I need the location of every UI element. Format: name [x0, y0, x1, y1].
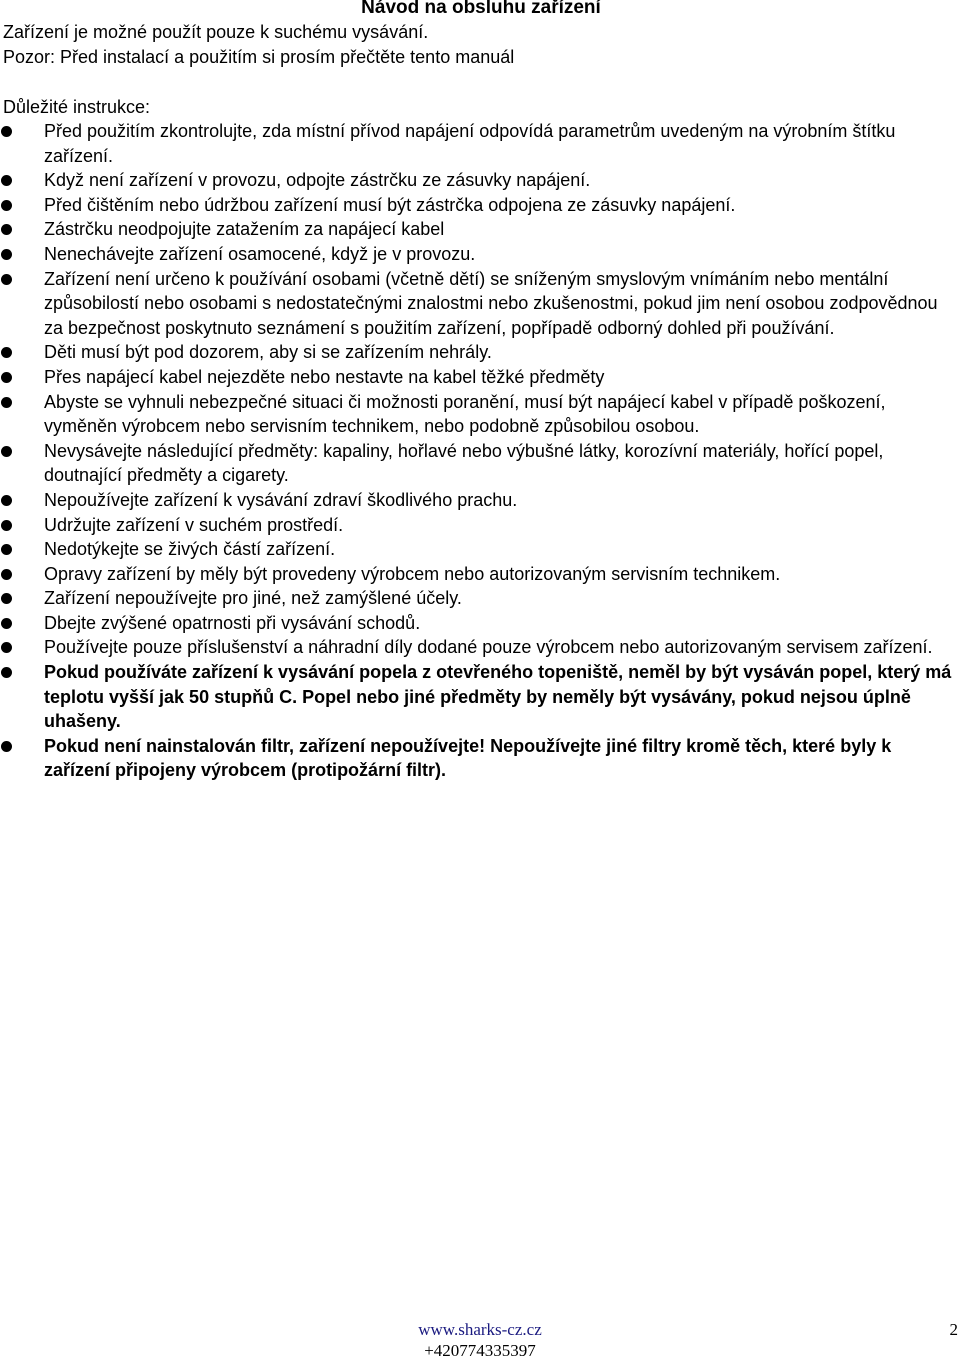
instruction-text: Zástrčku neodpojujte zatažením za napájecí kabel [44, 219, 445, 240]
instruction-item [0, 488, 960, 513]
bullet-icon [1, 126, 12, 137]
instruction-item [0, 365, 960, 390]
instruction-text: Když není zařízení v provozu, odpojte zástrčku ze zásuvky napájení. [44, 170, 591, 191]
bullet-icon [1, 372, 12, 383]
bullet-icon [1, 347, 12, 358]
instruction-text: Udržujte zařízení v suchém prostředí. [44, 514, 344, 535]
bullet-icon [1, 667, 12, 678]
instruction-text: Před čištěním nebo údržbou zařízení musí být zástrčka odpojena ze zásuvky napájení. [44, 194, 736, 215]
bullet-icon [1, 274, 12, 285]
instruction-item [0, 660, 960, 734]
instruction-text: Před použitím zkontrolujte, zda místní přívod napájení odpovídá parametrům uvedeným na výrobním štítku zařízení. [44, 121, 896, 166]
bullet-icon [1, 642, 12, 653]
bullet-icon [1, 593, 12, 604]
instruction-text: Nepoužívejte zařízení k vysávání zdraví škodlivého prachu. [44, 489, 518, 510]
bullet-icon [1, 741, 12, 752]
bullet-icon [1, 495, 12, 506]
instruction-item [0, 537, 960, 562]
instruction-item [0, 390, 960, 439]
instruction-text: Abyste se vyhnuli nebezpečné situaci či možnosti poranění, musí být napájecí kabel v případě poškození, vyměněn výrobcem nebo servisním technikem, nebo podobně způsobilou osobou. [44, 391, 886, 437]
instruction-text: Nevysávejte následující předměty: kapaliny, hořlavé nebo výbušné látky, korozívní materiály, hořící popel, doutnající předměty a cigarety. [44, 440, 884, 486]
instruction-text: Zařízení není určeno k používání osobami (včetně dětí) se sníženým smyslovým vnímáním nebo mentální způsobilostí nebo osobami s nedostatečnými znalostmi nebo zkušenostmi, pokud jim není osobou zodpovědnou za bezpečnost poskytnuto seznámení s použitím zařízení, popřípadě odborný dohled při používání. [44, 268, 938, 338]
bullet-icon [1, 544, 12, 555]
document-title [0, 0, 960, 20]
bullet-icon [1, 446, 12, 457]
instruction-text: Zařízení nepoužívejte pro jiné, než zamýšlené účely. [44, 588, 462, 609]
instruction-item [0, 267, 960, 341]
instruction-list [0, 119, 960, 783]
bullet-icon [1, 224, 12, 235]
instruction-item [0, 168, 960, 193]
footer-website-link[interactable]: www.sharks-cz.cz [418, 1320, 542, 1339]
instruction-item [0, 513, 960, 538]
instruction-item [0, 119, 960, 168]
footer-phone: +420774335397 [424, 1341, 536, 1360]
bullet-icon [1, 618, 12, 629]
document-title-text: Návod na obsluhu zařízení [361, 0, 601, 18]
instruction-item [0, 439, 960, 488]
instruction-item [0, 562, 960, 587]
instruction-text: Nenechávejte zařízení osamocené, když je v provozu. [44, 243, 476, 264]
instruction-text: Pokud není nainstalován filtr, zařízení nepoužívejte! Nepoužívejte jiné filtry kromě těch, které byly k zařízení připojeny výrobcem (protipožární filtr). [44, 735, 892, 781]
bullet-icon [1, 249, 12, 260]
instruction-text: Opravy zařízení by měly být provedeny výrobcem nebo autorizovaným servisním technikem. [44, 563, 781, 584]
instruction-text: Pokud používáte zařízení k vysávání popela z otevřeného topeniště, neměl by být vysáván popel, který má teplotu vyšší jak 50 stupňů C. Popel nebo jiné předměty by neměly být vysávány, pokud nejsou úplně uhašeny. [44, 662, 952, 732]
bullet-icon [1, 520, 12, 531]
instruction-item [0, 635, 960, 660]
bullet-icon [1, 569, 12, 580]
instruction-text: Děti musí být pod dozorem, aby si se zařízením nehrály. [44, 342, 492, 363]
intro-usage-note: Zařízení je možné použít pouze k suchému vysávání. [3, 22, 429, 42]
bullet-icon [1, 175, 12, 186]
instruction-item [0, 586, 960, 611]
instruction-item [0, 340, 960, 365]
bullet-icon [1, 200, 12, 211]
instruction-text: Přes napájecí kabel nejezděte nebo nestavte na kabel těžké předměty [44, 366, 605, 387]
intro-warning: Pozor: Před instalací a použitím si prosím přečtěte tento manuál [3, 47, 515, 67]
instruction-item [0, 611, 960, 636]
instruction-item [0, 217, 960, 242]
instruction-text: Dbejte zvýšené opatrnosti při vysávání schodů. [44, 612, 421, 633]
bullet-icon [1, 397, 12, 408]
instruction-item [0, 734, 960, 783]
page-number: 2 [949, 1320, 958, 1339]
instruction-text: Nedotýkejte se živých částí zařízení. [44, 539, 336, 560]
instructions-heading: Důležité instrukce: [3, 97, 151, 117]
instruction-item [0, 242, 960, 267]
instruction-text: Používejte pouze příslušenství a náhradní díly dodané pouze výrobcem nebo autorizovaným servisem zařízení. [44, 637, 933, 658]
instruction-item [0, 193, 960, 218]
